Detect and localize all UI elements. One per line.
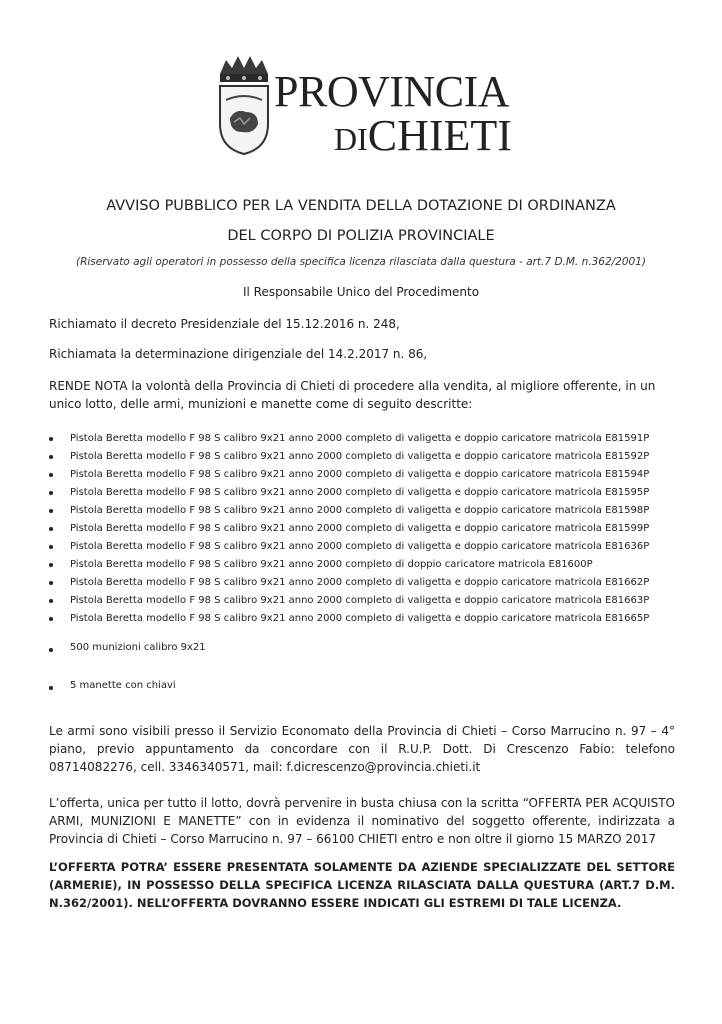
- bullet-icon: [49, 648, 53, 652]
- logo-text-city: CHIETI: [367, 111, 512, 160]
- list-item: Pistola Beretta modello F 98 S calibro 9x21 anno 2000 completo di valigetta e doppio caricatore matricola E81665P: [49, 610, 689, 628]
- list-item: Pistola Beretta modello F 98 S calibro 9x21 anno 2000 completo di valigetta e doppio caricatore matricola E81636P: [49, 538, 689, 556]
- rup-heading: Il Responsabile Unico del Procedimento: [242, 285, 480, 299]
- visibility-paragraph: Le armi sono visibili presso il Servizio Economato della Provincia di Chieti – Corso Marrucino n. 97 – 4° piano, previo appuntamento da concordare con il R.U.P. Dott. Di Crescenzo Fabio: telefono 08714082276, cell. 3346340571, mail: f.dicrescenzo@provincia.chieti.it: [49, 724, 675, 774]
- bullet-icon: [49, 581, 53, 585]
- list-item: Pistola Beretta modello F 98 S calibro 9x21 anno 2000 completo di valigetta e doppio caricatore matricola E81598P: [49, 502, 689, 520]
- provincia-logo: [212, 52, 532, 162]
- document-title-line2: DEL CORPO DI POLIZIA PROVINCIALE: [227, 228, 495, 244]
- list-item: Pistola Beretta modello F 98 S calibro 9x21 anno 2000 completo di valigetta e doppio caricatore matricola E81592P: [49, 448, 689, 466]
- bullet-icon: [49, 527, 53, 531]
- richiamata-determinazione: Richiamata la determinazione dirigenziale del 14.2.2017 n. 86,: [49, 347, 428, 361]
- bullet-icon: [49, 599, 53, 603]
- logo-text-di: DI: [334, 121, 368, 157]
- document-subtitle: (Riservato agli operatori in possesso della specifica licenza rilasciata dalla questura - art.7 D.M. n.362/2001): [75, 256, 646, 268]
- bullet-icon: [49, 686, 53, 690]
- rende-nota-paragraph: RENDE NOTA la volontà della Provincia di Chieti di procedere alla vendita, al migliore offerente, in un unico lotto, delle armi, munizioni e manette come di seguito descritte:: [49, 379, 656, 411]
- crest-icon: [212, 52, 274, 156]
- list-item: Pistola Beretta modello F 98 S calibro 9x21 anno 2000 completo di valigetta e doppio caricatore matricola E81599P: [49, 520, 689, 538]
- list-item: Pistola Beretta modello F 98 S calibro 9x21 anno 2000 completo di doppio caricatore matricola E81600P: [49, 556, 689, 574]
- munizioni-item: 500 munizioni calibro 9x21: [49, 642, 206, 653]
- manette-item: 5 manette con chiavi: [49, 680, 176, 691]
- list-item: Pistola Beretta modello F 98 S calibro 9x21 anno 2000 completo di valigetta e doppio caricatore matricola E81591P: [49, 430, 689, 448]
- richiamato-decreto: Richiamato il decreto Presidenziale del 15.12.2016 n. 248,: [49, 317, 400, 331]
- bullet-icon: [49, 509, 53, 513]
- list-item: Pistola Beretta modello F 98 S calibro 9x21 anno 2000 completo di valigetta e doppio caricatore matricola E81663P: [49, 592, 689, 610]
- offer-paragraph: L’offerta, unica per tutto il lotto, dovrà pervenire in busta chiusa con la scritta “OFFERTA PER ACQUISTO ARMI, MUNIZIONI E MANETTE” con in evidenza il nominativo del soggetto offerente, indirizzata a Provincia di Chieti – Corso Marrucino n. 97 – 66100 CHIETI entro e non oltre il giorno 15 MARZO 2017: [49, 796, 675, 846]
- bullet-icon: [49, 491, 53, 495]
- logo-text-chieti: [334, 111, 512, 160]
- list-item: Pistola Beretta modello F 98 S calibro 9x21 anno 2000 completo di valigetta e doppio caricatore matricola E81594P: [49, 466, 689, 484]
- items-list: [49, 430, 689, 628]
- bullet-icon: [49, 455, 53, 459]
- bullet-icon: [49, 617, 53, 621]
- bullet-icon: [49, 545, 53, 549]
- list-item: Pistola Beretta modello F 98 S calibro 9x21 anno 2000 completo di valigetta e doppio caricatore matricola E81595P: [49, 484, 689, 502]
- list-item: Pistola Beretta modello F 98 S calibro 9x21 anno 2000 completo di valigetta e doppio caricatore matricola E81662P: [49, 574, 689, 592]
- bullet-icon: [49, 473, 53, 477]
- requirements-notice: L’OFFERTA POTRA’ ESSERE PRESENTATA SOLAMENTE DA AZIENDE SPECIALIZZATE DEL SETTORE (ARMERIE), IN POSSESSO DELLA SPECIFICA LICENZA RILASCIATA DALLA QUESTURA (ART.7 D.M. N.362/2001). NELL’OFFERTA DOVRANNO ESSERE INDICATI GLI ESTREMI DI TALE LICENZA.: [49, 860, 675, 910]
- logo-text-provincia: PROVINCIA: [274, 67, 510, 116]
- document-title: AVVISO PUBBLICO PER LA VENDITA DELLA DOTAZIONE DI ORDINANZA: [106, 198, 616, 214]
- bullet-icon: [49, 437, 53, 441]
- bullet-icon: [49, 563, 53, 567]
